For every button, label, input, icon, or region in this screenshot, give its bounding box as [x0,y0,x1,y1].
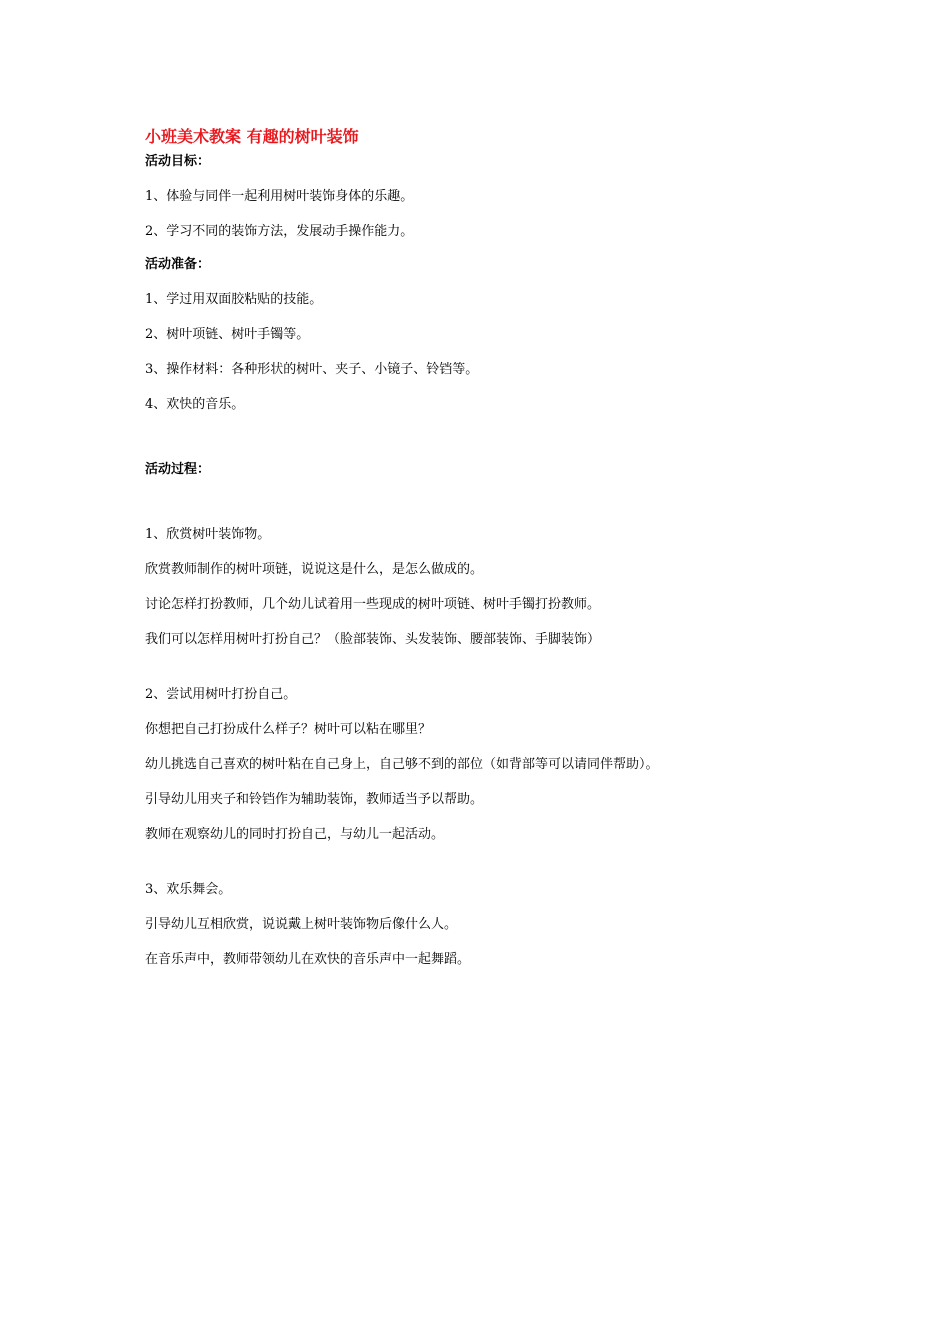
step-line: 你想把自己打扮成什么样子？树叶可以粘在哪里？ [145,722,432,737]
step-line: 引导幼儿互相欣赏，说说戴上树叶装饰物后像什么人。 [145,917,458,932]
step-line: 幼儿挑选自己喜欢的树叶粘在自己身上，自己够不到的部位（如背部等可以请同伴帮助）。 [145,757,659,772]
process-heading: 活动过程： [145,462,211,477]
preparation-item: 3、操作材料：各种形状的树叶、夹子、小镜子、铃铛等。 [145,362,479,377]
step-title: 2、尝试用树叶打扮自己。 [145,687,297,702]
document-title: 小班美术教案 有趣的树叶装饰 [145,127,359,146]
step-line: 教师在观察幼儿的同时打扮自己，与幼儿一起活动。 [145,827,445,842]
process-step-3 [145,880,925,970]
goals-heading: 活动目标： [145,154,211,169]
step-line: 在音乐声中，教师带领幼儿在欢快的音乐声中一起舞蹈。 [145,952,471,967]
goal-item: 2、学习不同的装饰方法，发展动手操作能力。 [145,224,414,239]
process-step-2 [145,685,925,845]
preparation-item: 4、欢快的音乐。 [145,397,245,412]
preparation-item: 1、学过用双面胶粘贴的技能。 [145,292,323,307]
step-line: 我们可以怎样用树叶打扮自己？（脸部装饰、头发装饰、腰部装饰、手脚装饰） [145,632,601,647]
step-line: 讨论怎样打扮教师，几个幼儿试着用一些现成的树叶项链、树叶手镯打扮教师。 [145,597,601,612]
step-line: 欣赏教师制作的树叶项链，说说这是什么，是怎么做成的。 [145,562,484,577]
goal-item: 1、体验与同伴一起利用树叶装饰身体的乐趣。 [145,189,414,204]
process-step-1 [145,525,925,650]
step-line: 引导幼儿用夹子和铃铛作为辅助装饰，教师适当予以帮助。 [145,792,484,807]
preparation-heading: 活动准备： [145,257,211,272]
lesson-plan [145,126,925,970]
step-title: 1、欣赏树叶装饰物。 [145,527,271,542]
step-title: 3、欢乐舞会。 [145,882,232,897]
preparation-item: 2、树叶项链、树叶手镯等。 [145,327,310,342]
